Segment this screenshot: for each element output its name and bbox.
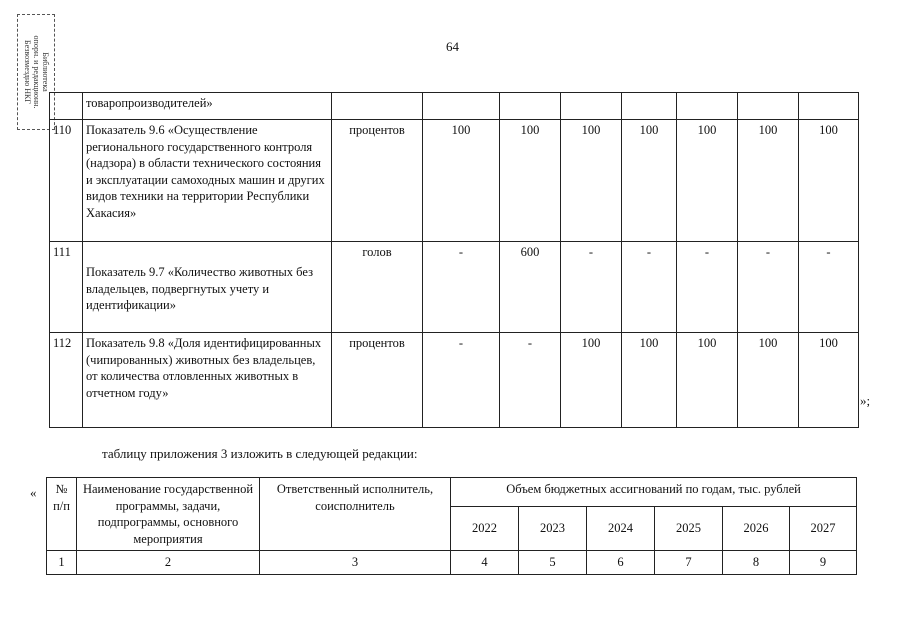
closing-quote: »; [860,393,871,408]
value-cell: 100 [622,333,677,428]
column-number-cell: 3 [260,551,451,575]
row-number: 112 [50,333,83,428]
header-name: Наименование государственной программы, задачи, подпрограммы, основного мероприятия [77,478,260,551]
header-executor: Ответственный исполнитель, соисполнитель [260,478,451,551]
table-row [50,120,859,242]
header-num: № п/п [47,478,77,551]
value-cell: 100 [799,120,859,242]
value-cell [561,93,622,120]
value-cell: - [500,333,561,428]
column-number-cell: 6 [587,551,655,575]
value-cell [622,93,677,120]
header-budget: Объем бюджетных ассигнований по годам, тыс. рублей [451,478,857,507]
value-cell: - [622,242,677,333]
value-cell: - [738,242,799,333]
unit-cell: процентов [332,120,423,242]
column-number-cell: 4 [451,551,519,575]
indicators-table [49,92,859,428]
page-number: 64 [446,39,459,54]
value-cell: 100 [738,120,799,242]
indicator-name: Показатель 9.7 «Количество животных без владельцев, подвергнутых учету и идентификации» [83,242,332,333]
year-header: 2026 [723,507,790,551]
value-cell: - [677,242,738,333]
column-number-cell: 1 [47,551,77,575]
budget-table [46,477,857,575]
value-cell [738,93,799,120]
year-header: 2024 [587,507,655,551]
value-cell: 100 [677,333,738,428]
instruction-text: таблицу приложения 3 изложить в следующей редакции: [102,446,418,461]
value-cell: - [561,242,622,333]
value-cell: 100 [423,120,500,242]
value-cell: - [799,242,859,333]
table-row [50,93,859,120]
value-cell [677,93,738,120]
column-number-cell: 8 [723,551,790,575]
indicator-name: Показатель 9.8 «Доля идентифицированных (чипированных) животных без владельцев, от количества отловленных животных в отчетном году» [83,333,332,428]
value-cell [423,93,500,120]
column-number-cell: 7 [655,551,723,575]
table-row [50,242,859,333]
column-number-cell: 5 [519,551,587,575]
stamp-text: Библиотека опорн. и редакционн. Безвозмездно НКГ [22,35,50,109]
value-cell [799,93,859,120]
unit-cell: процентов [332,333,423,428]
table-row [50,333,859,428]
value-cell: 100 [738,333,799,428]
value-cell: 100 [561,333,622,428]
value-cell: 100 [561,120,622,242]
unit-cell: голов [332,242,423,333]
column-number-cell: 9 [790,551,857,575]
indicator-name: Показатель 9.6 «Осуществление регионального государственного контроля (надзора) в области технического состояния и эксплуатации самоходных машин и других видов техники на территории Республики Хакасия» [83,120,332,242]
row-number [50,93,83,120]
indicator-name: товаропроизводителей» [83,93,332,120]
value-cell: - [423,333,500,428]
value-cell: 100 [500,120,561,242]
value-cell: 100 [799,333,859,428]
row-number: 110 [50,120,83,242]
year-header: 2023 [519,507,587,551]
opening-quote: « [30,485,37,500]
unit-cell [332,93,423,120]
value-cell: 100 [622,120,677,242]
value-cell: 100 [677,120,738,242]
year-header: 2025 [655,507,723,551]
row-number: 111 [50,242,83,333]
value-cell: 600 [500,242,561,333]
year-header: 2022 [451,507,519,551]
year-header: 2027 [790,507,857,551]
value-cell: - [423,242,500,333]
column-number-cell: 2 [77,551,260,575]
value-cell [500,93,561,120]
